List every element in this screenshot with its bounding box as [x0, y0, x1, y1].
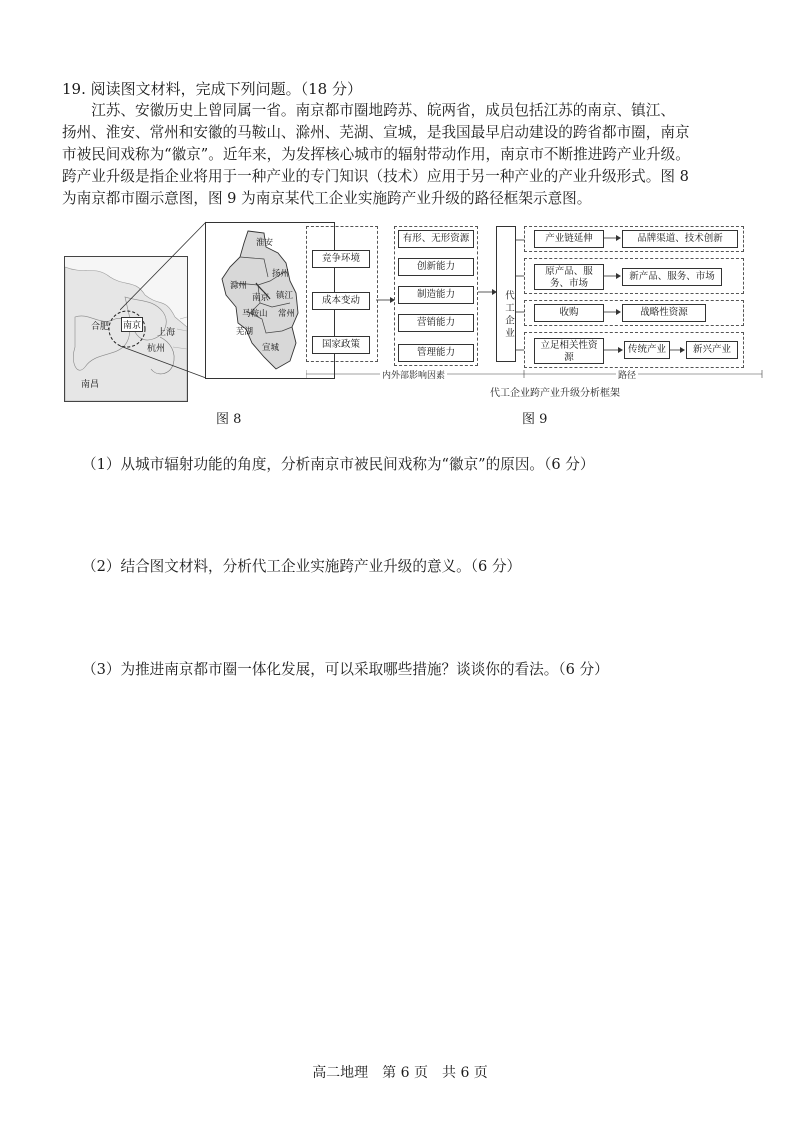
center-oem-enterprise: 代工企业 — [496, 226, 516, 362]
material-line: 江苏、安徽历史上曾同属一省。南京都市圈地跨苏、皖两省，成员包括江苏的南京、镇江、 — [91, 102, 675, 119]
path4-from: 立足相关性资源 — [534, 338, 604, 364]
zoom-label-changzhou: 常州 — [278, 309, 296, 319]
material-line: 市被民间戏称为“徽京”。近年来，为发挥核心城市的辐射带动作用，南京市不断推进跨产业升级。 — [62, 146, 690, 163]
path4-to: 传统产业 — [624, 341, 670, 359]
figure9-caption: 图 9 — [522, 412, 548, 427]
zoom-label-zhenjiang: 镇江 — [276, 291, 294, 301]
factor-marketing: 营销能力 — [398, 314, 474, 332]
factor-cost: 成本变动 — [312, 292, 370, 310]
zoom-label-yangzhou: 扬州 — [272, 269, 290, 279]
path3-to: 战略性资源 — [622, 304, 706, 322]
factor-innovation: 创新能力 — [398, 258, 474, 276]
map-label-nanjing: 南京 — [121, 317, 143, 332]
zoom-label-chuzhou: 滁州 — [230, 281, 248, 291]
factor-manufacturing: 制造能力 — [398, 286, 474, 304]
zoom-connector-lines — [120, 220, 210, 385]
zoom-label-nanjing: 南京 — [252, 293, 270, 303]
path4-to2: 新兴产业 — [686, 341, 738, 359]
zoom-label-wuhu: 芜湖 — [236, 327, 254, 337]
frame-title: 代工企业跨产业升级分析框架 — [490, 388, 620, 399]
map-label-hefei: 合肥 — [91, 322, 110, 332]
question-heading: 19. 阅读图文材料，完成下列问题。（18 分） — [62, 80, 362, 98]
map-label-shanghai: 上海 — [157, 328, 176, 338]
map-label-hangzhou: 杭州 — [147, 344, 166, 354]
material-line: 跨产业升级是指企业将用于一种产业的专门知识（技术）应用于另一种产业的产业升级形式。图 8 — [62, 168, 689, 185]
bracket-label-factors: 内外部影响因素 — [380, 368, 447, 381]
path3-from: 收购 — [534, 304, 604, 322]
path2-from: 原产品、服务、市场 — [534, 264, 604, 290]
zoom-label-maanshan: 马鞍山 — [242, 309, 268, 319]
material-line: 为南京都市圈示意图，图 9 为南京某代工企业实施跨产业升级的路径框架示意图。 — [62, 190, 592, 207]
factor-competition: 竞争环境 — [312, 250, 370, 268]
map-label-nanchang: 南昌 — [81, 380, 100, 390]
factor-resources: 有形、无形资源 — [398, 230, 474, 248]
zoom-label-xuancheng: 宣城 — [262, 343, 280, 353]
material-paragraph — [62, 100, 752, 210]
zoom-label-huaian: 淮安 — [256, 238, 274, 248]
path1-from: 产业链延伸 — [534, 230, 604, 248]
path1-to: 品牌渠道、技术创新 — [622, 230, 738, 248]
factor-policy: 国家政策 — [312, 336, 370, 354]
bracket-label-paths: 路径 — [616, 368, 638, 381]
factor-management: 管理能力 — [398, 344, 474, 362]
material-line: 扬州、淮安、常州和安徽的马鞍山、滁州、芜湖、宣城，是我国最早启动建设的跨省都市圈，南京 — [62, 124, 690, 141]
figure8-caption: 图 8 — [216, 412, 242, 427]
page-footer: 高二地理 第 6 页 共 6 页 — [312, 1065, 488, 1081]
path2-to: 新产品、服务、市场 — [622, 268, 722, 286]
figure9-diagram — [306, 222, 770, 398]
sub-question-1: （1）从城市辐射功能的角度，分析南京市被民间戏称为“徽京”的原因。（6 分） — [82, 456, 595, 473]
sub-question-3: （3）为推进南京都市圈一体化发展，可以采取哪些措施？谈谈你的看法。（6 分） — [82, 661, 609, 678]
sub-question-2: （2）结合图文材料，分析代工企业实施跨产业升级的意义。（6 分） — [82, 558, 522, 575]
